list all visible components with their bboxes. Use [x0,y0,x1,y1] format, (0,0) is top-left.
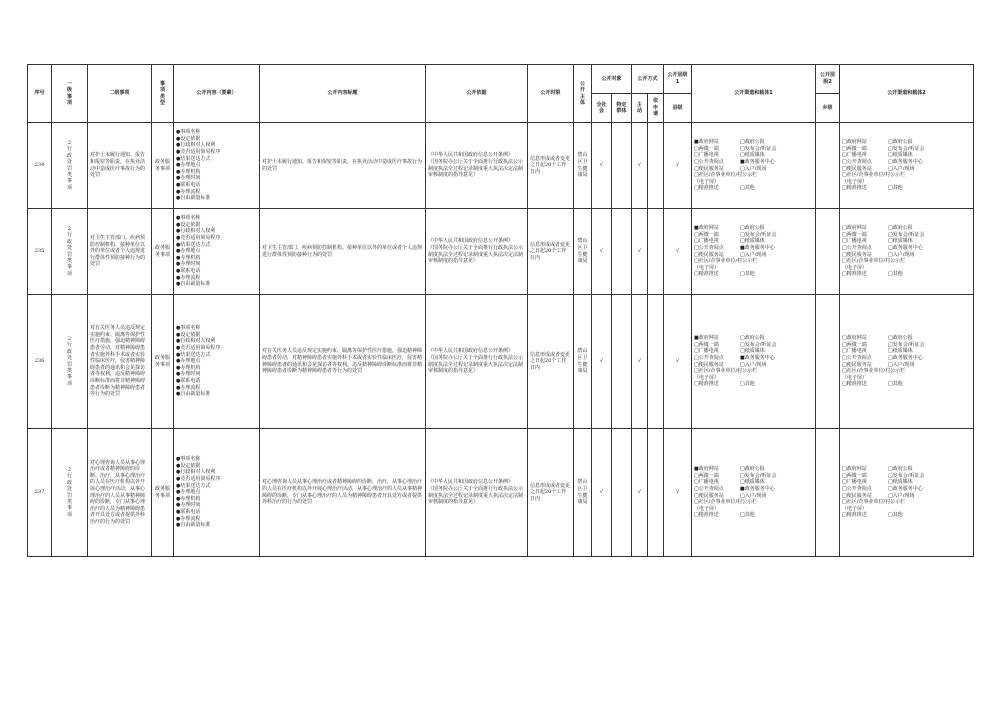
cell-method-apply [648,429,664,557]
cell-target-all: √ [592,123,612,209]
cell-title: 对心理咨询人员从事心理治疗或者精神障碍的诊断、治疗，从事心理治疗的人员在医疗机构以外开展心理治疗活动，从事心理治疗的人员从事精神障碍的诊断，专门从事心理治疗的人员为精神障碍患者开具处方或者提供外科治疗的行为的处罚 [260,429,426,557]
channel-line: □便民服务站 □入户/现场 [694,492,767,499]
channel-line: （电子屏） [842,178,868,185]
content-item: ●办理机构 [176,364,201,371]
cell-title: 对护士未履行通知、报告和保密等职责，在执业活动中造成医疗事故行为的处罚 [260,123,426,209]
channel-line: □政府网站 □政府公报 [842,139,913,146]
channel-line: □广播电视 □纸质媒体 [842,152,913,159]
cell-channel2 [840,123,974,209]
cell-subject: 碧山区卫生健康局 [574,295,592,429]
cell-layer1: √ [664,123,692,209]
header-layer2-town: 乡级 [816,94,840,123]
channel-line: □公开查阅点 □政务服务中心 [842,354,923,361]
cell-method-active: √ [632,429,648,557]
content-item: ●办理地点 [176,489,201,496]
content-item: ●设定依据 [176,462,201,469]
channel-line: □公开查阅点 □政务服务中心 [842,485,923,492]
header-channel2: 公开渠道和载体2 [840,65,974,123]
channel-line: （电子屏） [842,264,868,271]
content-item: ●联系电话 [176,267,201,274]
channel-line: □便民服务站 □入户/现场 [694,251,767,258]
content-item: ●竞否适用简易程序 [176,476,221,483]
header-time: 公开时限 [528,65,574,123]
channel-line: （电子屏） [694,264,720,271]
header-target-all: 全社会 [592,94,612,123]
cell-title: 对卫生主管部门、疾病预防控制机构、接种单位以外的单位或者个人违规进行群体性预防接种行为的处罚 [260,209,426,295]
content-item: ●办理时间 [176,371,201,378]
cell-target-all: √ [592,429,612,557]
header-subject: 公开主体 [574,65,592,123]
content-item: ●办理流程 [176,274,201,281]
header-content: 公开内容（要素） [174,65,260,123]
content-item: ●办理地点 [176,248,201,255]
content-item: ●设定依据 [176,331,201,338]
channel-line: □社区/企事业单位/村公示栏 [842,172,906,179]
channel-line: □政府网站 □政府公报 [842,466,913,473]
channel-line: □社区/企事业单位/村公示栏 [842,499,906,506]
content-item: ●竞否适用简易程序 [176,345,221,352]
channel-line: □两微一端 □发布会/听证会 [842,231,925,238]
header-basis: 公开依据 [426,65,528,123]
channel-line: □精准推送 □其他 [842,512,903,519]
cell-seq: 235 [28,209,52,295]
cell-layer2 [816,429,840,557]
cell-time: 信息形成或者变更之日起20个工作日内 [528,209,574,295]
channel-line: （电子屏） [842,505,868,512]
channel-line: （电子屏） [694,178,720,185]
channel-line: □精准推送 □其他 [842,381,903,388]
header-channel1: 公开渠道和载体1 [692,65,816,123]
channel-line: ■政府网站 □政府公报 [694,139,765,146]
cell-level2: 对卫生主管部门、疾病预防控制机构、接种单位以外的单位或者个人违规进行群体性预防接种行为的处罚 [88,209,152,295]
header-type: 事项类型 [152,65,174,123]
cell-channel1 [692,123,816,209]
channel-line: ■政府网站 □政府公报 [694,225,765,232]
header-title: 公开内容标题 [260,65,426,123]
cell-layer1: √ [664,429,692,557]
channel-line: （电子屏） [694,505,720,512]
channel-line: □便民服务站 □入户/现场 [694,361,767,368]
table-row [28,123,974,209]
cell-content [174,209,260,295]
content-item: ●办理机构 [176,495,201,502]
cell-level1: 2行政处罚类事项 [52,429,88,557]
cell-content [174,295,260,429]
cell-seq: 236 [28,295,52,429]
channel-line: □两微一端 □发布会/听证会 [842,472,925,479]
content-item: ●联系电话 [176,181,201,188]
cell-level1: 2行政处罚类事项 [52,123,88,209]
content-item: ●设定依据 [176,221,201,228]
content-item: ●事项名称 [176,215,201,222]
channel-line: □公开查阅点 □政务服务中心 [842,158,923,165]
cell-content [174,123,260,209]
header-method-active: 主动 [632,94,648,123]
content-item: ●办理地点 [176,162,201,169]
content-item: ●行政相对人权利 [176,338,216,345]
channel-line: □公开查阅点 □政务服务中心 [842,244,923,251]
header-level2: 二级事项 [88,65,152,123]
cell-subject: 碧山区卫生健康局 [574,429,592,557]
header-layer1: 公开层级1 [664,65,692,94]
cell-layer1: √ [664,209,692,295]
content-item: ●办理流程 [176,384,201,391]
content-item: ●办理机构 [176,254,201,261]
cell-channel2 [840,209,974,295]
cell-subject: 碧山区卫生健康局 [574,123,592,209]
channel-line: □精准推送 □其他 [694,271,755,278]
cell-layer2 [816,209,840,295]
cell-method-apply [648,123,664,209]
cell-seq: 237 [28,429,52,557]
cell-channel1 [692,429,816,557]
cell-channel1 [692,209,816,295]
content-item: ●办理流程 [176,188,201,195]
cell-seq: 234 [28,123,52,209]
channel-line: □便民服务站 □入户/现场 [842,492,915,499]
cell-method-active: √ [632,295,648,429]
content-item: ●事项名称 [176,129,201,136]
channel-line: ■政府网站 □政府公报 [694,466,765,473]
channel-line: □精准推送 □其他 [694,512,755,519]
content-item: ●自由裁量标准 [176,195,211,202]
content-item: ●自由裁量标准 [176,522,211,529]
cell-method-apply [648,209,664,295]
cell-basis: 《中华人民共和国政府信息公开条例》 《国务院办公厅关于全面推行行政执法公示制度执法全过程记录制度重大执法决定法制审核制度的指导意见》 [426,209,528,295]
cell-method-apply [648,295,664,429]
content-item: ●竞否适用简易程序 [176,235,221,242]
content-item: ●联系电话 [176,377,201,384]
content-item: ●结果送达方式 [176,155,211,162]
channel-line: □两微一端 □发布会/听证会 [694,341,777,348]
channel-line: □便民服务站 □入户/现场 [842,361,915,368]
content-item: ●行政相对人权利 [176,142,216,149]
table-row [28,429,974,557]
header-layer1-county: 县级 [664,94,692,123]
channel-line: □公开查阅点 ■政务服务中心 [694,158,775,165]
content-item: ●办理时间 [176,502,201,509]
channel-line: □广播电视 □纸质媒体 [842,479,913,486]
content-item: ●自由裁量标准 [176,281,211,288]
cell-level2: 对有关医务人员违反规定实施约束、隔离等保护性医疗措施，强迫精神障碍患者劳动，对精神障碍患者实施外科手术或者实验性临床医疗，侵害精神障碍患者的通讯和会见探访者等权利，违反精神障碍诊断标准而将非精神障碍患者诊断为精神障碍患者等行为的处罚 [88,295,152,429]
channel-line: □公开查阅点 ■政务服务中心 [694,244,775,251]
header-seq: 序号 [28,65,52,123]
channel-line: □两微一端 □发布会/听证会 [842,145,925,152]
channel-line: ■政府网站 □政府公报 [694,335,765,342]
cell-title: 对有关医务人员违反规定实施约束、隔离等保护性医疗措施，强迫精神障碍患者劳动，对精神障碍患者实施外科手术或者实验性临床医疗，侵害精神障碍患者的通讯和会见探访者等权利，违反精神障碍诊断标准而将非精神障碍患者诊断为精神障碍患者等行为的处罚 [260,295,426,429]
channel-line: □广播电视 □纸质媒体 [842,238,913,245]
table-row [28,295,974,429]
channel-line: □社区/企事业单位/村公示栏 [694,258,758,265]
content-item: ●办理时间 [176,175,201,182]
channel-line: □广播电视 □纸质媒体 [694,152,765,159]
cell-subject: 碧山区卫生健康局 [574,209,592,295]
cell-basis: 《中华人民共和国政府信息公开条例》 《国务院办公厅关于全面推行行政执法公示制度执法全过程记录制度重大执法决定法制审核制度的指导意见》 [426,123,528,209]
channel-line: □两微一端 □发布会/听证会 [694,231,777,238]
cell-time: 信息形成或者变更之日起20个工作日内 [528,429,574,557]
channel-line: □便民服务站 □入户/现场 [842,251,915,258]
content-item: ●结果送达方式 [176,351,211,358]
cell-basis: 《中华人民共和国政府信息公开条例》 《国务院办公厅关于全面推行行政执法公示制度执法全过程记录制度重大执法决定法制审核制度的指导意见》 [426,295,528,429]
channel-line: □广播电视 □纸质媒体 [694,348,765,355]
cell-channel2 [840,295,974,429]
channel-line: □广播电视 □纸质媒体 [694,479,765,486]
cell-type: 政务服务事项 [152,429,174,557]
cell-target-specific [612,123,632,209]
channel-line: □广播电视 □纸质媒体 [842,348,913,355]
cell-level2: 对护士未履行通知、报告和报密等职责，在执业活动中造成医疗事故行为的处罚 [88,123,152,209]
content-item: ●竞否适用简易程序 [176,149,221,156]
disclosure-table [27,64,974,557]
cell-level2: 对心理咨询人员从事心理治疗或者精神障碍的诊断、治疗，从事心理治疗的人员在医疗机构以外开展心理治疗活动，从事心理治疗的人员从事精神障碍的诊断，专门从事心理治疗的人员为精神障碍患者开具处方或者提供外科治疗的行为的处罚 [88,429,152,557]
content-item: ●设定依据 [176,135,201,142]
content-item: ●办理流程 [176,515,201,522]
cell-type: 政务服务事项 [152,209,174,295]
cell-layer2 [816,123,840,209]
cell-channel1 [692,295,816,429]
channel-line: （电子屏） [694,374,720,381]
channel-line: □政府网站 □政府公报 [842,225,913,232]
cell-basis: 《中华人民共和国政府信息公开条例》 《国务院办公厅关于全面推行行政执法公示制度执法全过程记录制度重大执法决定法制审核制度的指导意见》 [426,429,528,557]
cell-level1: 2行政处罚类事项 [52,209,88,295]
channel-line: □精准推送 □其他 [842,185,903,192]
channel-line: □社区/企事业单位/村公示栏 [842,368,906,375]
cell-target-specific [612,295,632,429]
cell-target-specific [612,209,632,295]
cell-type: 政务服务事项 [152,123,174,209]
cell-layer2 [816,295,840,429]
cell-time: 信息形成或者变更之日起20个工作日内 [528,123,574,209]
content-item: ●行政相对人权利 [176,228,216,235]
channel-line: □精准推送 □其他 [842,271,903,278]
cell-target-all: √ [592,295,612,429]
channel-line: □公开查阅点 ■政务服务中心 [694,354,775,361]
cell-method-active: √ [632,123,648,209]
channel-line: □社区/企事业单位/村公示栏 [842,258,906,265]
header-method-apply: 依申请 [648,94,664,123]
table-row [28,209,974,295]
cell-type: 政务服务事项 [152,295,174,429]
cell-layer1: √ [664,295,692,429]
channel-line: □精准推送 □其他 [694,185,755,192]
header-level1: 一级事项 [52,65,88,123]
header-method: 公开方式 [632,65,664,94]
channel-line: □两微一端 □发布会/听证会 [842,341,925,348]
cell-level1: 2行政处罚类事项 [52,295,88,429]
channel-line: □便民服务站 □入户/现场 [842,165,915,172]
content-item: ●结果送达方式 [176,241,211,248]
content-item: ●办理时间 [176,261,201,268]
header-layer2: 公开层级2 [816,65,840,94]
header-target: 公开对象 [592,65,632,94]
channel-line: □便民服务站 □入户/现场 [694,165,767,172]
cell-channel2 [840,429,974,557]
content-item: ●事项名称 [176,325,201,332]
content-item: ●联系电话 [176,508,201,515]
channel-line: □公开查阅点 ■政务服务中心 [694,485,775,492]
channel-line: □政府网站 □政府公报 [842,335,913,342]
channel-line: □社区/企事业单位/村公示栏 [694,499,758,506]
content-item: ●行政相对人权利 [176,469,216,476]
content-item: ●自由裁量标准 [176,391,211,398]
channel-line: □两微一端 □发布会/听证会 [694,145,777,152]
content-item: ●结果送达方式 [176,482,211,489]
content-item: ●事项名称 [176,456,201,463]
cell-time: 信息形成或者变更之日起20个工作日内 [528,295,574,429]
channel-line: （电子屏） [842,374,868,381]
channel-line: □社区/企事业单位/村公示栏 [694,368,758,375]
content-item: ●办理机构 [176,168,201,175]
content-item: ●办理地点 [176,358,201,365]
cell-content [174,429,260,557]
header-target-specific: 特定群体 [612,94,632,123]
channel-line: □广播电视 □纸质媒体 [694,238,765,245]
channel-line: □社区/企事业单位/村公示栏 [694,172,758,179]
cell-target-all: √ [592,209,612,295]
cell-method-active: √ [632,209,648,295]
channel-line: □精准推送 □其他 [694,381,755,388]
channel-line: □两微一端 □发布会/听证会 [694,472,777,479]
cell-target-specific [612,429,632,557]
